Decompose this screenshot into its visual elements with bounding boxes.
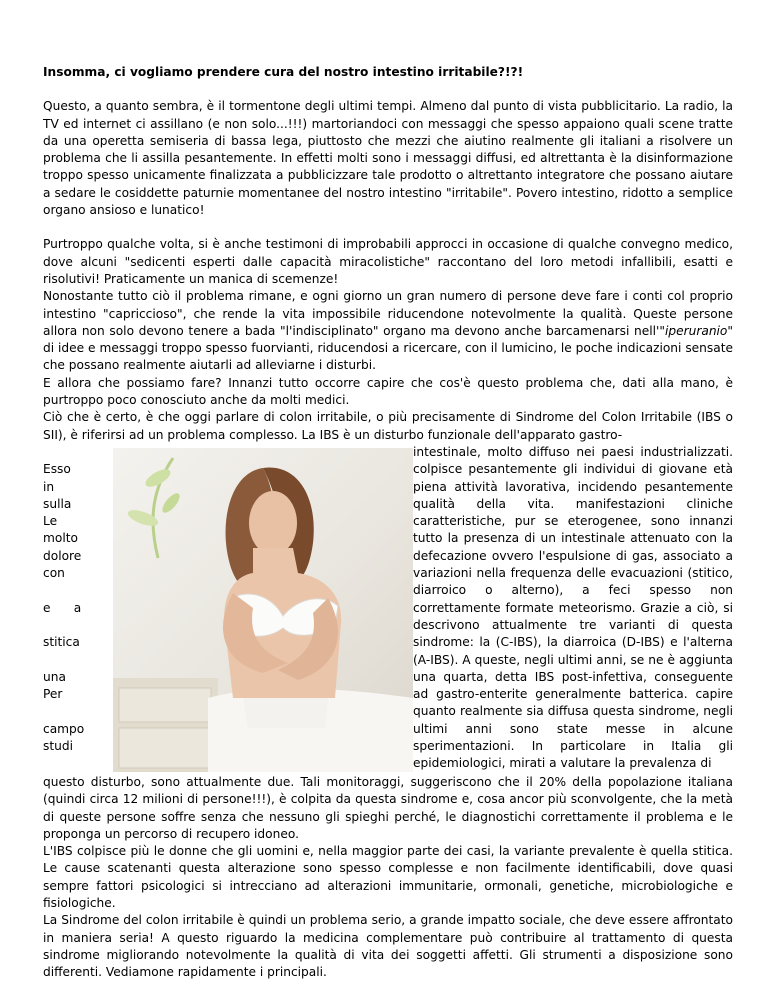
paragraph-testimony: Purtroppo qualche volta, si è anche testimoni di improbabili approcci in occasione di qualche convegno medico, dove alcuni "sedicenti esperti dalle capacità miracolistiche" raccontano del loro metodi infallibili, esatti e risolutivi! Praticamente un manica di scemenze! bbox=[43, 237, 733, 286]
figure-wrap-section bbox=[43, 444, 733, 774]
paragraph-ibs-definition: Ciò che è certo, è che oggi parlare di colon irritabile, o più precisamente di Sindrome del Colon Irritabile (IBS o SII), è riferirsi ad un problema complesso. La IBS è un disturbo funzionale dell'apparato gastro- bbox=[43, 410, 733, 442]
paragraph-causes: L'IBS colpisce più le donne che gli uomini e, nella maggior parte dei casi, la variante prevalente è quella stitica. Le cause scatenanti questa alterazione sono spesso complesse e non facilmente identificabili, dove quasi sempre fattori psicologici si intrecciano ad alterazioni immunitarie, ormonali, genetiche, microbiologiche e fisiologiche. bbox=[43, 844, 733, 911]
woman-abdominal-pain-photo bbox=[113, 448, 413, 772]
photo-illustration bbox=[113, 448, 413, 772]
document-body bbox=[43, 64, 733, 982]
paragraph-statistics: questo disturbo, sono attualmente due. Tali monitoraggi, suggeriscono che il 20% della popolazione italiana (quindi circa 12 milioni di persone!!!), è colpita da questa sindrome e, cosa ancor più sconvolgente, che la metà di queste persone soffre senza che nessuno gli spieghi perché, le diagnostichi correttamente il problema e le proponga un percorso di recupero idoneo. bbox=[43, 774, 733, 841]
paragraph-intro: Questo, a quanto sembra, è il tormentone degli ultimi tempi. Almeno dal punto di vista pubblicitario. La radio, la TV ed internet ci assillano (e non solo...!!!) martoriandoci con messaggi che spesso appaiono quali scene tratte da una operetta semiseria di bassa lega, piuttosto che mezzi che aiutino realmente gli italiani a risolvere un problema che li assilla pesantemente. In effetti molti sono i messaggi diffusi, ed altrettanta è la disinformazione troppo spesso unicamente finalizzata a pubblicizzare tale prodotto o altrettanto integratore che possano aiutare a sedare le cosiddette paturnie momentanee del nostro intestino "irritabile". Povero intestino, ridotto a semplice organo ansioso e lunatico! bbox=[43, 99, 733, 218]
right-text-column bbox=[413, 444, 733, 773]
paragraph-question: E allora che possiamo fare? Innanzi tutto occorre capire che cos'è questo problema che, dati alla mano, è purtroppo poco conosciuto anche da molti medici. bbox=[43, 375, 733, 408]
article-title: Insomma, ci vogliamo prendere cura del nostro intestino irritabile?!?! bbox=[43, 65, 524, 79]
paragraph-ibs-details: intestinale, molto diffuso nei paesi industrializzati. colpisce pesantemente gli individui di giovane età piena attività lavorativa, incidendo pesantemente qualità della vita. manifestazioni cliniche caratteristiche, pur se eterogenee, sono innanzi tutto la presenza di un intestinale attenuato con la defecazione ovvero l'espulsione di gas, associato a variazioni nella frequenza delle evacuazioni (stitico, diarroico o alterno), a feci spesso non correttamente formate meteorismo. Grazie a ciò, si descrivono attualmente tre varianti di questa sindrome: la (C-IBS), la diarroica (D-IBS) e l'alterna (A-IBS). A queste, negli ultimi anni, se ne è aggiunta una quarta, detta IBS post-infettiva, conseguente ad gastro-enterite generalmente batterica. capire quanto realmente sia diffusa questa sindrome, negli ultimi anni sono state messe in alcune sperimentazioni. In particolare in Italia gli epidemiologici, mirati a valutare la prevalenza di bbox=[413, 444, 733, 771]
paragraph-conclusion: La Sindrome del colon irritabile è quindi un problema serio, a grande impatto sociale, che deve essere affrontato in maniera seria! A questo riguardo la medicina complementare può contribuire al trattamento di questa sindrome migliorando notevolmente la qualità di vita dei soggetti affetti. Gli strumenti a disposizione sono differenti. Vediamone rapidamente i principali. bbox=[43, 913, 733, 980]
emphasis-iperuranio: iperuranio bbox=[664, 323, 728, 338]
paragraph-problem: Nonostante tutto ciò il problema rimane, e ogni giorno un gran numero di persone deve fare i conti col proprio intestino "capriccioso", che rende la vita impossibile riducendone notevolmente la qualità. Queste persone allora non solo devono tenere a bada "l'indisciplinato" organo ma devono anche barcamenarsi nell'"iperuranio" di idee e messaggi troppo spesso fuorvianti, riducendosi a ricercare, con il lumicino, le poche indicazioni sensate che possano realmente aiutarli ad alleviarne i disturbi. bbox=[43, 289, 733, 373]
left-fragment-column: Esso in sulla Le molto dolore con e a stitica una Per campo studi bbox=[43, 462, 85, 753]
